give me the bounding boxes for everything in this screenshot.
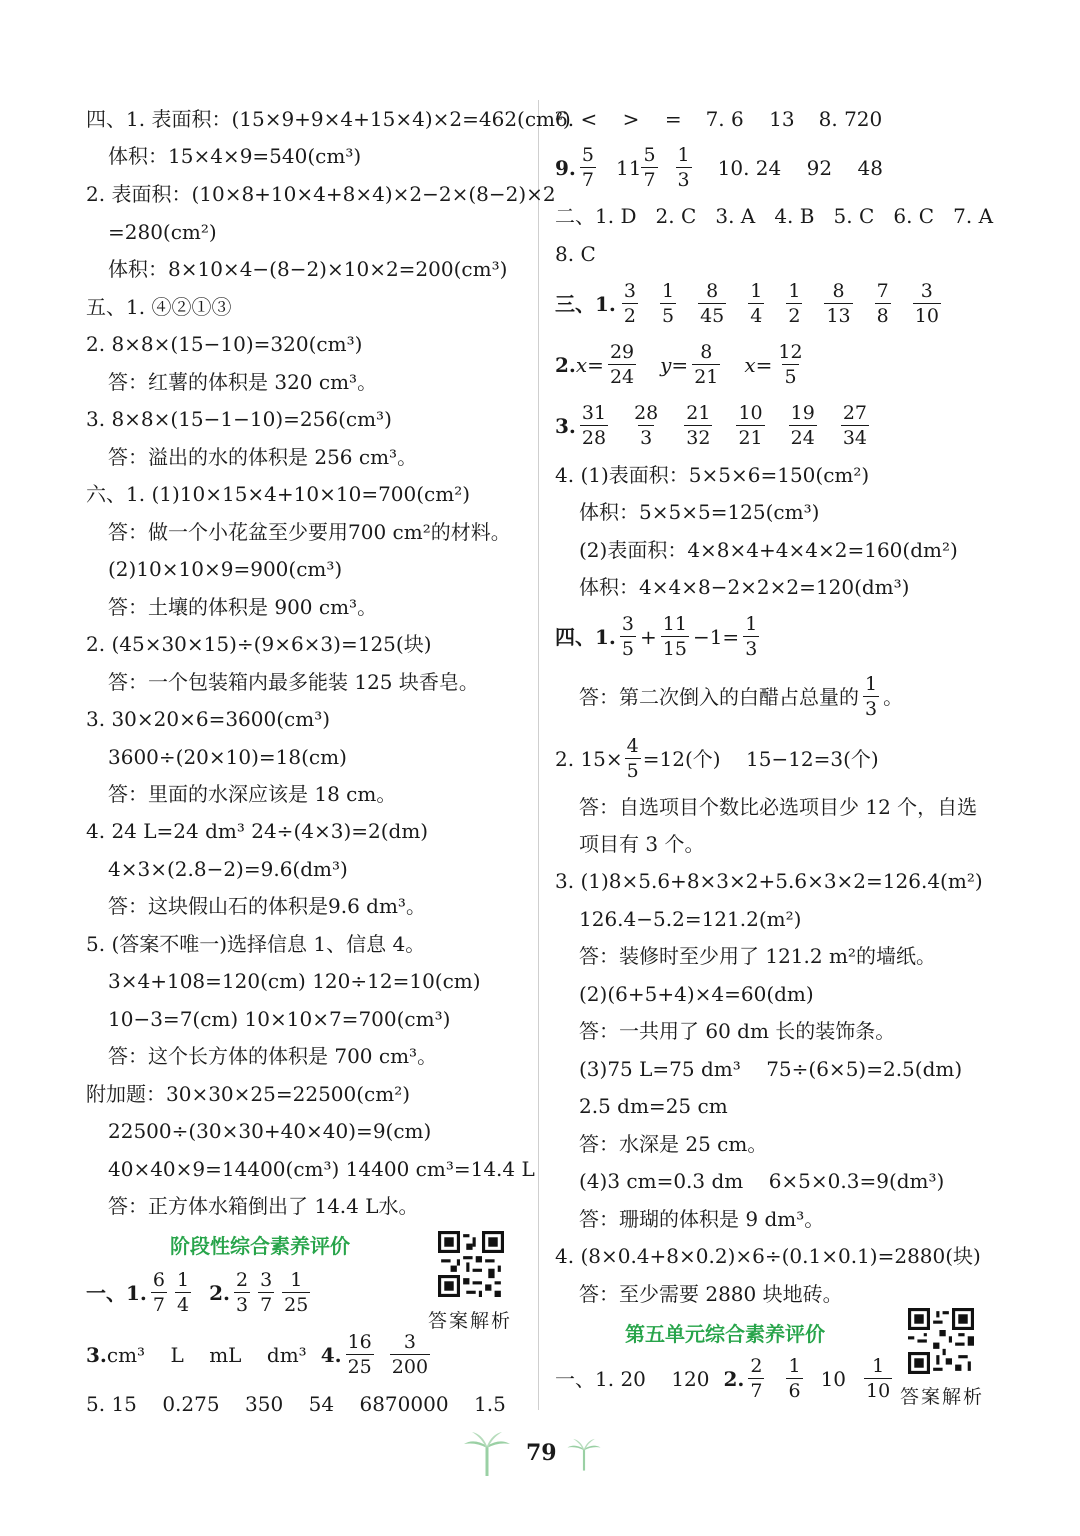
fraction: $\frac{1}{5}$	[661, 280, 675, 327]
answer-line: 体积：8×10×4−(8−2)×10×2=200(cm³)	[108, 257, 508, 281]
page-number: 79	[526, 1440, 557, 1466]
answer-line: 2. 表面积：(10×8+10×4+8×4)×2−2×(8−2)×2	[86, 182, 556, 206]
qr-caption: 答案解析	[900, 1386, 985, 1408]
answer-line: 2. (45×30×15)÷(9×6×3)=125(块)	[86, 632, 432, 656]
fraction: $\frac{3}{7}$	[260, 1269, 273, 1316]
fraction: $\frac{8}{13}$	[826, 280, 851, 327]
period: 。	[883, 685, 904, 709]
answer-line: 答：里面的水深应该是 18 cm。	[108, 782, 397, 806]
fraction: $\frac{31}{28}$	[581, 402, 607, 449]
fraction: $\frac{4}{5}$	[626, 735, 639, 782]
fraction: $\frac{7}{8}$	[876, 280, 889, 327]
answer-line: 答：做一个小花盆至少要用700 cm²的材料。	[108, 520, 511, 544]
answer-line: 3600÷(20×10)=18(cm)	[108, 745, 347, 769]
answer-line: =280(cm²)	[108, 220, 217, 244]
answer-line: 体积：4×4×8−2×2×2=120(dm³)	[579, 575, 910, 599]
answer-line: 3×4+108=120(cm) 120÷12=10(cm)	[108, 969, 481, 993]
fraction: $\frac{8}{21}$	[694, 341, 719, 388]
fraction: $\frac{1}{4}$	[176, 1269, 190, 1316]
fraction: $\frac{3}{10}$	[914, 280, 939, 327]
stage-q3-q4-line	[86, 1325, 434, 1385]
qr-caption: 答案解析	[428, 1310, 513, 1332]
answer-line: 答：至少需要 2880 块地砖。	[579, 1282, 843, 1306]
label: 4.	[320, 1343, 342, 1367]
answer-line: 5. (答案不唯一)选择信息 1、信息 4。	[86, 932, 426, 956]
answer-line: 40×40×9=14400(cm³) 14400 cm³=14.4 L	[108, 1157, 535, 1181]
fraction: $\frac{3}{5}$	[621, 613, 634, 660]
fraction: $\frac{6}{7}$	[152, 1269, 165, 1316]
fraction: $\frac{27}{34}$	[842, 402, 868, 449]
fraction: $\frac{5}{7}$	[581, 144, 594, 191]
answer-line	[555, 104, 882, 134]
label: 四、1.	[555, 625, 616, 649]
variable-x: x=	[744, 353, 773, 377]
fraction: $\frac{1}{3}$	[745, 613, 758, 660]
answer-line: 答：正方体水箱倒出了 14.4 L水。	[108, 1194, 419, 1218]
unit5-section-title: 第五单元综合素养评价	[625, 1322, 825, 1346]
qr-code-icon[interactable]	[908, 1308, 974, 1374]
fraction: $\frac{16}{25}$	[347, 1331, 372, 1378]
answer-line: 体积：15×4×9=540(cm³)	[108, 144, 362, 168]
q6-answer: 6. < > =	[555, 107, 682, 131]
minus-equals: −1=	[692, 625, 740, 649]
label: 3.	[555, 414, 576, 438]
answer-line: 答：自选项目个数比必选项目少 12 个，自选	[579, 795, 978, 819]
answer-line: 4. (1)表面积：5×5×6=150(cm²)	[555, 463, 870, 487]
answer-line: 4×3×(2.8−2)=9.6(dm³)	[108, 857, 348, 881]
answer-line: 3. 8×8×(15−1−10)=256(cm³)	[86, 407, 392, 431]
answer-line: 4. (8×0.4+8×0.2)×6÷(0.1×0.1)=2880(块)	[555, 1244, 981, 1268]
variable-y: y=	[660, 353, 689, 377]
unit5-q1-q2-line	[555, 1350, 896, 1408]
fraction: $\frac{19}{24}$	[790, 402, 815, 449]
answer-line: 8. C	[555, 242, 596, 266]
fraction: $\frac{1}{10}$	[866, 1355, 891, 1402]
fraction: $\frac{11}{15}$	[662, 613, 687, 660]
q10-answer: 10. 24 92 48	[717, 156, 883, 180]
s3-q3-line	[555, 397, 873, 455]
column-divider	[538, 100, 539, 1410]
q9-q10-line	[555, 140, 883, 196]
fraction: $\frac{8}{45}$	[700, 280, 725, 327]
answer-line: 体积：5×5×5=125(cm³)	[579, 500, 820, 524]
fraction: $\frac{5}{7}$	[643, 144, 656, 191]
answer-line: 答：红薯的体积是 320 cm³。	[108, 370, 378, 394]
variable-x: x=	[575, 353, 604, 377]
fraction: $\frac{1}{2}$	[788, 280, 801, 327]
answer-line: 答：这个长方体的体积是 700 cm³。	[108, 1044, 438, 1068]
fraction: $\frac{3}{200}$	[391, 1331, 429, 1378]
answer-line: 六、1. (1)10×15×4+10×10=700(cm²)	[86, 482, 471, 506]
label: 9.	[555, 156, 576, 180]
answer-line: (4)3 cm=0.3 dm 6×5×0.3=9(dm³)	[579, 1169, 945, 1193]
fraction: $\frac{3}{2}$	[623, 280, 636, 327]
fraction: $\frac{1}{25}$	[284, 1269, 309, 1316]
answer-line: 4. 24 L=24 dm³ 24÷(4×3)=2(dm)	[86, 819, 429, 843]
stage-q1-q2-line	[86, 1263, 314, 1323]
palm-tree-icon	[462, 1428, 512, 1478]
answer-line: 答：装修时至少用了 121.2 m²的墙纸。	[579, 944, 936, 968]
q7-answer: 7. 6 13	[705, 107, 795, 131]
answer-line: 答：一个包装箱内最多能装 125 块香皂。	[108, 670, 479, 694]
answer-line: 2.5 dm=25 cm	[579, 1094, 728, 1118]
fraction: $\frac{1}{6}$	[788, 1355, 801, 1402]
s4-q2-line	[555, 730, 879, 788]
answer-line: (3)75 L=75 dm³ 75÷(6×5)=2.5(dm)	[579, 1057, 963, 1081]
fraction: $\frac{2}{3}$	[235, 1269, 249, 1316]
answer-line: 126.4−5.2=121.2(m²)	[579, 907, 802, 931]
fraction: $\frac{21}{32}$	[686, 402, 711, 449]
s4-q1-answer-line	[579, 668, 903, 726]
answer-line: 答：土壤的体积是 900 cm³。	[108, 595, 378, 619]
answer-line: (2)表面积：4×8×4+4×4×2=160(dm²)	[579, 538, 958, 562]
q8-answer: 8. 720	[818, 107, 883, 131]
equation-end: =12(个) 15−12=3(个)	[642, 747, 879, 771]
label: 2.	[209, 1281, 230, 1305]
answer-line: 22500÷(30×30+40×40)=9(cm)	[108, 1119, 432, 1143]
s3-q1-line	[555, 275, 945, 333]
units-text: cm³ L mL dm³	[106, 1343, 307, 1367]
fraction: $\frac{1}{3}$	[865, 673, 878, 720]
fraction: $\frac{1}{3}$	[677, 144, 690, 191]
answer-line: (2)(6+5+4)×4=60(dm)	[579, 982, 814, 1006]
answer-line: 10−3=7(cm) 10×10×7=700(cm³)	[108, 1007, 451, 1031]
answer-line: 答：溢出的水的体积是 256 cm³。	[108, 445, 418, 469]
answer-text: 答：第二次倒入的白醋占总量的	[579, 685, 859, 709]
palm-tree-icon	[566, 1436, 602, 1472]
answer-line: 项目有 3 个。	[579, 832, 705, 856]
answer-line: 答：水深是 25 cm。	[579, 1132, 768, 1156]
fraction: $\frac{2}{7}$	[750, 1355, 763, 1402]
answer-line: 五、1. ④②①③	[86, 295, 232, 319]
plus-sign: +	[639, 625, 657, 649]
answer-line: 3. (1)8×5.6+8×3×2+5.6×3×2=126.4(m²)	[555, 869, 983, 893]
label: 2.	[555, 353, 576, 377]
s3-q2-line	[555, 336, 809, 394]
answer-line: 5. 15 0.275 350 54 6870000 1.5	[86, 1392, 506, 1416]
fraction: $\frac{29}{24}$	[609, 341, 635, 388]
answer-line: 二、1. D 2. C 3. A 4. B 5. C 6. C 7. A	[555, 204, 994, 228]
s4-q1-line	[555, 608, 763, 666]
fraction: $\frac{28}{3}$	[634, 402, 659, 449]
fraction: $\frac{1}{4}$	[750, 280, 763, 327]
label: 2.	[723, 1367, 745, 1391]
label: 三、1.	[555, 292, 616, 316]
stage-section-title: 阶段性综合素养评价	[170, 1234, 350, 1258]
answer-line: 附加题：30×30×25=22500(cm²)	[86, 1082, 411, 1106]
qr-code-icon[interactable]	[438, 1231, 504, 1297]
whole-number: 11	[615, 156, 642, 180]
fraction: $\frac{12}{5}$	[778, 341, 803, 388]
equation-start: 2. 15×	[555, 747, 623, 771]
answer-line: 四、1. 表面积：(15×9+9×4+15×4)×2=462(cm²)	[86, 107, 571, 131]
label: 3.	[86, 1343, 107, 1367]
fraction: $\frac{10}{21}$	[738, 402, 763, 449]
answer-line: 答：一共用了 60 dm 长的装饰条。	[579, 1019, 896, 1043]
answer-text: 一、1. 20 120	[555, 1367, 710, 1391]
number: 10	[820, 1367, 847, 1391]
answer-line: 答：珊瑚的体积是 9 dm³。	[579, 1207, 825, 1231]
answer-line: 2. 8×8×(15−10)=320(cm³)	[86, 332, 363, 356]
answer-line: (2)10×10×9=900(cm³)	[108, 557, 343, 581]
answer-line: 答：这块假山石的体积是9.6 dm³。	[108, 894, 426, 918]
answer-line: 3. 30×20×6=3600(cm³)	[86, 707, 331, 731]
label: 一、1.	[86, 1281, 147, 1305]
